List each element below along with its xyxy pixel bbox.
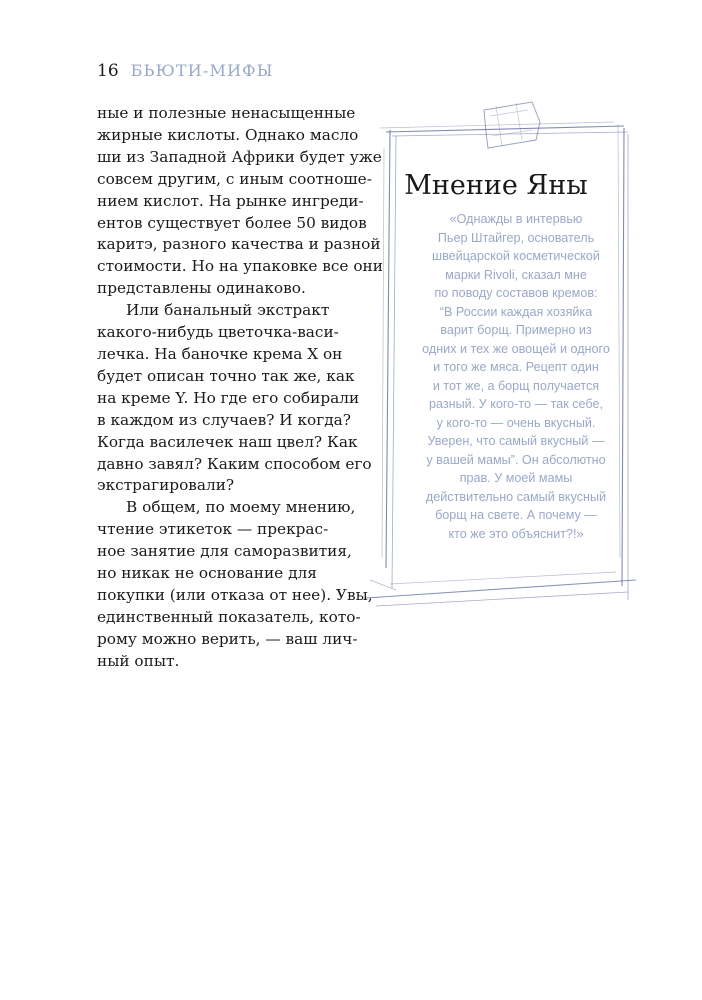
text-line: экстрагировали? [97, 476, 235, 495]
quote-line: у вашей мамы”. Он абсолютно [426, 452, 606, 467]
running-title: БЬЮТИ-МИФЫ [130, 61, 274, 80]
text-line: стоимости. Но на упаковке все они [97, 257, 383, 276]
quote-line: швейцарской косметической [432, 249, 600, 263]
page-header [97, 61, 274, 87]
text-line: какого-нибудь цветочка-васи- [97, 323, 339, 342]
page-number: 16 [97, 61, 119, 81]
sidebar-heading: Мнение Яны [404, 170, 588, 201]
text-line: В общем, по моему мнению, [126, 498, 356, 517]
text-line: каритэ, разного качества и разной [97, 235, 381, 254]
text-line: ши из Западной Африки будет уже [97, 147, 382, 166]
quote-line: одних и тех же овощей и одного [422, 341, 610, 356]
quote-line: марки Rivoli, сказал мне [445, 267, 587, 282]
text-line: лечка. На баночке крема X он [97, 344, 343, 363]
quote-line: кто же это объяснит?!» [448, 526, 584, 541]
quote-line: борщ на свете. А почему — [435, 508, 597, 522]
quote-line: у кого-то — очень вкусный. [436, 415, 596, 430]
text-line: нием кислот. На рынке ингреди- [97, 191, 364, 210]
quote-line: и того же мяса. Рецепт один [433, 360, 599, 374]
sidebar-quote [396, 210, 636, 543]
text-line: жирные кислоты. Однако масло [97, 125, 359, 144]
text-line: ный опыт. [97, 651, 180, 670]
text-line: ное занятие для саморазвития, [97, 542, 352, 561]
text-line: в каждом из случаев? И когда? [97, 410, 351, 429]
text-line: Когда василечек наш цвел? Как [97, 432, 358, 451]
text-line: ентов существует более 50 видов [97, 213, 367, 232]
quote-line: разный. У кого-то — так себе, [429, 397, 603, 411]
text-line: Или банальный экстракт [126, 301, 330, 320]
quote-line: прав. У моей мамы [459, 471, 573, 485]
text-line: чтение этикеток — прекрас- [97, 520, 329, 539]
quote-line: по поводу составов кремов: [434, 286, 598, 300]
quote-line: “В России каждая хозяйка [439, 304, 593, 319]
text-line: будет описан точно так же, как [97, 366, 355, 385]
text-line: ные и полезные ненасыщенные [97, 104, 356, 122]
text-line: представлены одинаково. [97, 279, 306, 298]
quote-line: действительно самый вкусный [425, 489, 607, 504]
sidebar-note [366, 88, 642, 608]
main-text-column [97, 103, 383, 673]
quote-line: Уверен, что самый вкусный — [427, 434, 605, 448]
text-line: но никак не основание для [97, 564, 317, 583]
text-line: рому можно верить, — ваш лич- [97, 629, 358, 648]
text-line: давно завял? Каким способом его [97, 454, 372, 473]
text-line: совсем другим, с иным соотноше- [97, 169, 372, 188]
text-line: на креме Y. Но где его собирали [97, 388, 360, 407]
quote-line: Пьер Штайгер, основатель [437, 230, 595, 245]
quote-line: варит борщ. Примерно из [440, 323, 592, 337]
quote-line: и тот же, а борщ получается [432, 378, 600, 393]
text-line: покупки (или отказа от нее). Увы, [97, 585, 373, 604]
quote-line: «Однажды в интервью [449, 212, 583, 226]
text-line: единственный показатель, кото- [97, 607, 361, 626]
